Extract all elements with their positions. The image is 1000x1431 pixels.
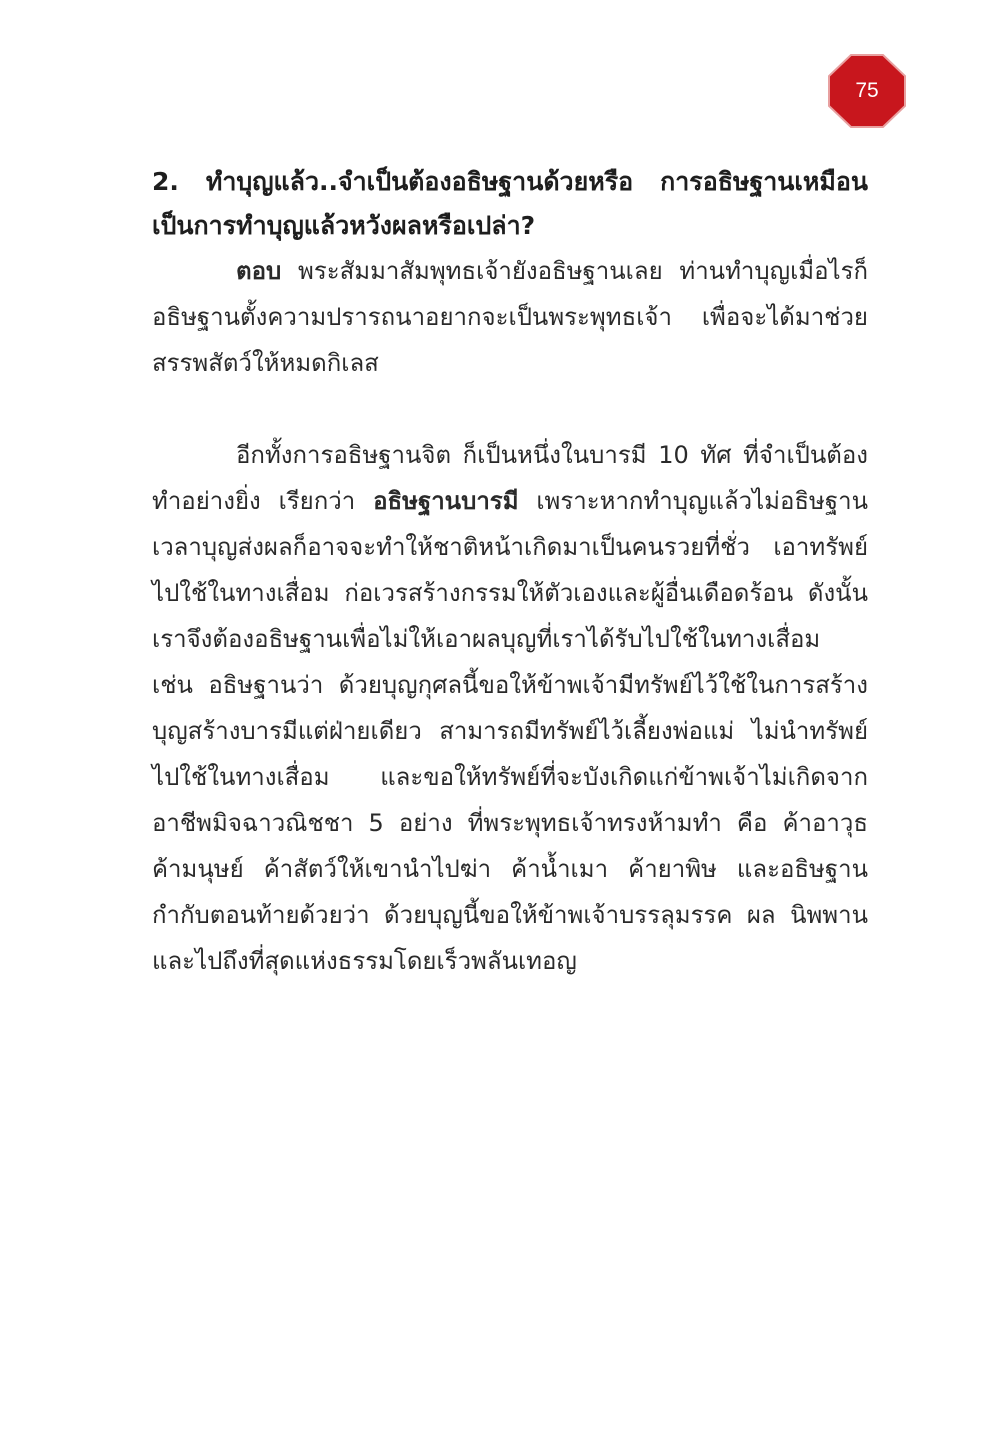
page-number-badge	[828, 54, 906, 128]
answer-paragraph	[152, 248, 868, 386]
body-text-after: เพราะหากทำบุญแล้วไม่อธิษฐาน เวลาบุญส่งผลก็อาจจะทำให้ชาติหน้าเกิดมาเป็นคนรวยที่ชั่ว เอาทรัพย์ไปใช้ในทางเสื่อม ก่อเวรสร้างกรรมให้ตัวเองและผู้อื่นเดือดร้อน ดังนั้นเราจึงต้องอธิษฐานเพื่อไม่ให้เอาผลบุญที่เราได้รับไปใช้ในทางเสื่อม เช่น อธิษฐานว่า ด้วยบุญกุศลนี้ขอให้ข้าพเจ้ามีทรัพย์ไว้ใช้ในการสร้างบุญสร้างบารมีแต่ฝ่ายเดียว สามารถมีทรัพย์ไว้เลี้ยงพ่อแม่ ไม่นำทรัพย์ไปใช้ในทางเสื่อม และขอให้ทรัพย์ที่จะบังเกิดแก่ข้าพเจ้าไม่เกิดจากอาชีพมิจฉาวณิชชา 5 อย่าง ที่พระพุทธเจ้าทรงห้ามทำ คือ ค้าอาวุธ ค้ามนุษย์ ค้าสัตว์ให้เขานำไปฆ่า ค้าน้ำเมา ค้ายาพิษ และอธิษฐานกำกับตอนท้ายด้วยว่า ด้วยบุญนี้ขอให้ข้าพเจ้าบรรลุมรรค ผล นิพพาน และไปถึงที่สุดแห่งธรรมโดยเร็วพลันเทอญ	[152, 487, 868, 975]
body-paragraph	[152, 432, 868, 984]
body-text-before: อีกทั้งการอธิษฐานจิต ก็เป็นหนึ่งในบารมี 10 ทัศ ที่จำเป็นต้องทำอย่างยิ่ง เรียกว่า	[152, 441, 868, 515]
document-body	[152, 160, 868, 984]
highlighted-term: อธิษฐานบารมี	[373, 487, 519, 515]
question-heading: 2. ทำบุญแล้ว..จำเป็นต้องอธิษฐานด้วยหรือ การอธิษฐานเหมือนเป็นการทำบุญแล้วหวังผลหรือเปล่า?	[152, 167, 868, 240]
answer-label: ตอบ	[236, 257, 282, 285]
page-number: 75	[855, 79, 879, 102]
answer-text: พระสัมมาสัมพุทธเจ้ายังอธิษฐานเลย ท่านทำบุญเมื่อไรก็อธิษฐานตั้งความปรารถนาอยากจะเป็นพระพุทธเจ้า เพื่อจะได้มาช่วยสรรพสัตว์ให้หมดกิเลส	[152, 257, 868, 377]
